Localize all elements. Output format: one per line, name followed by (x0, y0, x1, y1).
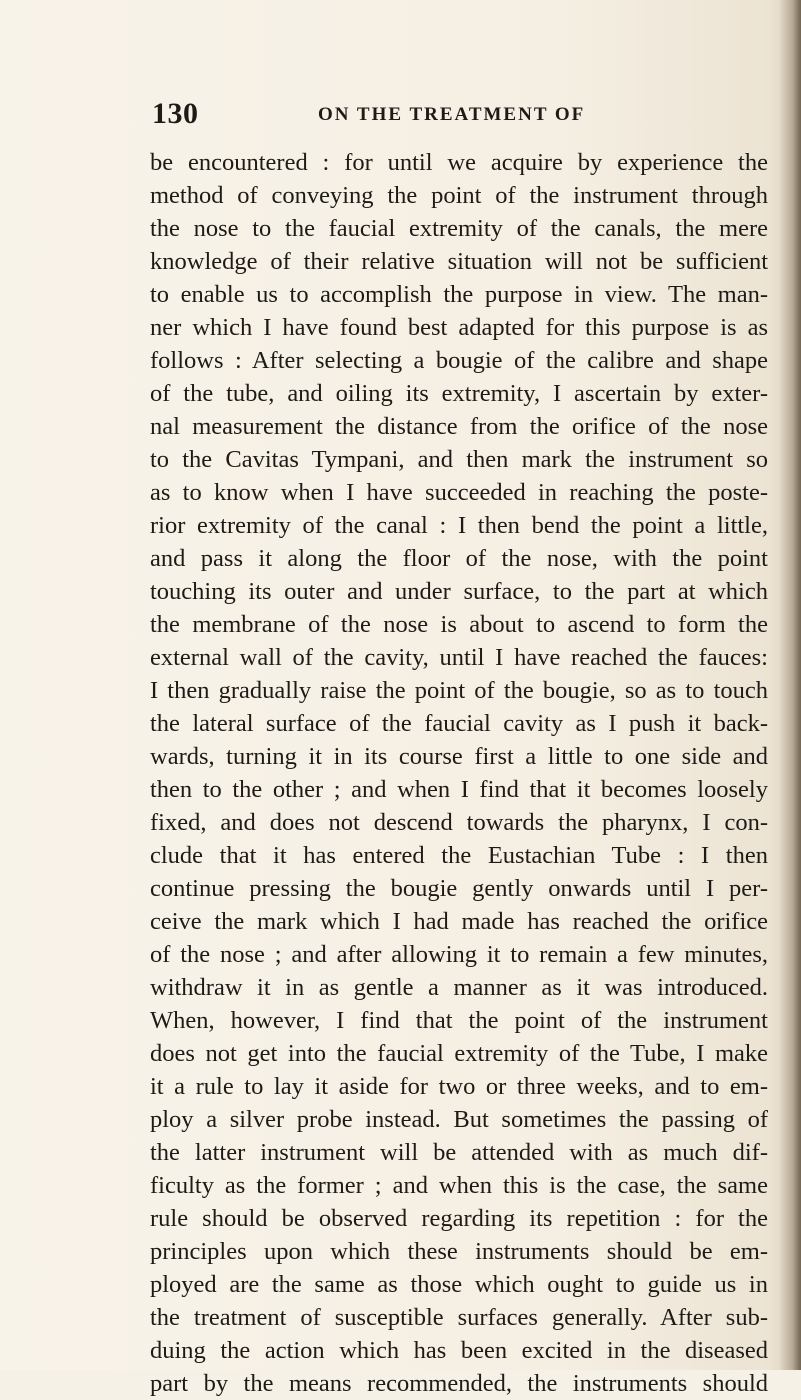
body-text (150, 146, 768, 1400)
text-line: method of conveying the point of the instrument through (150, 182, 768, 209)
text-line: ploy a silver probe instead. But sometimes the passing of (150, 1106, 768, 1133)
text-line: knowledge of their relative situation will not be sufficient (150, 248, 768, 275)
text-line: rule should be observed regarding its repetition : for the (150, 1205, 768, 1232)
text-line: the lateral surface of the faucial cavity as I push it back- (150, 710, 768, 737)
text-line: of the tube, and oiling its extremity, I ascertain by exter- (150, 380, 768, 407)
text-line: it a rule to lay it aside for two or three weeks, and to em- (150, 1073, 768, 1100)
text-line: as to know when I have succeeded in reaching the poste- (150, 479, 768, 506)
text-line: rior extremity of the canal : I then bend the point a little, (150, 512, 768, 539)
text-line: the latter instrument will be attended with as much dif- (150, 1139, 768, 1166)
text-line: the membrane of the nose is about to ascend to form the (150, 611, 768, 638)
text-line: the nose to the faucial extremity of the canals, the mere (150, 215, 768, 242)
page-header (152, 94, 752, 134)
text-line: of the nose ; and after allowing it to remain a few minutes, (150, 941, 768, 968)
text-line: wards, turning it in its course first a little to one side and (150, 743, 768, 770)
text-line: ficulty as the former ; and when this is the case, the same (150, 1172, 768, 1199)
page-edge-shadow (779, 0, 801, 1370)
text-line: When, however, I find that the point of the instrument (150, 1007, 768, 1034)
text-line: continue pressing the bougie gently onwards until I per- (150, 875, 768, 902)
text-line: ployed are the same as those which ought to guide us in (150, 1271, 768, 1298)
text-line: withdraw it in as gentle a manner as it was introduced. (150, 974, 768, 1001)
text-line: fixed, and does not descend towards the pharynx, I con- (150, 809, 768, 836)
text-line: part by the means recommended, the instruments should (150, 1370, 768, 1397)
text-line: ner which I have found best adapted for this purpose is as (150, 314, 768, 341)
text-line: follows : After selecting a bougie of the calibre and shape (150, 347, 768, 374)
text-line: be encountered : for until we acquire by experience the (150, 149, 768, 176)
text-line: ceive the mark which I had made has reached the orifice (150, 908, 768, 935)
text-line: to the Cavitas Tympani, and then mark the instrument so (150, 446, 768, 473)
text-line: to enable us to accomplish the purpose in view. The man- (150, 281, 768, 308)
text-line: the treatment of susceptible surfaces generally. After sub- (150, 1304, 768, 1331)
text-line: nal measurement the distance from the orifice of the nose (150, 413, 768, 440)
text-line: duing the action which has been excited in the diseased (150, 1337, 768, 1364)
page-number: 130 (152, 97, 199, 130)
text-line: does not get into the faucial extremity of the Tube, I make (150, 1040, 768, 1067)
text-line: then to the other ; and when I find that it becomes loosely (150, 776, 768, 803)
text-line: principles upon which these instruments should be em- (150, 1238, 768, 1265)
running-head: ON THE TREATMENT OF (318, 104, 586, 125)
text-line: I then gradually raise the point of the bougie, so as to touch (150, 677, 768, 704)
text-line: clude that it has entered the Eustachian Tube : I then (150, 842, 768, 869)
text-line: touching its outer and under surface, to the part at which (150, 578, 768, 605)
text-line: and pass it along the floor of the nose, with the point (150, 545, 768, 572)
text-line: external wall of the cavity, until I have reached the fauces: (150, 644, 768, 671)
